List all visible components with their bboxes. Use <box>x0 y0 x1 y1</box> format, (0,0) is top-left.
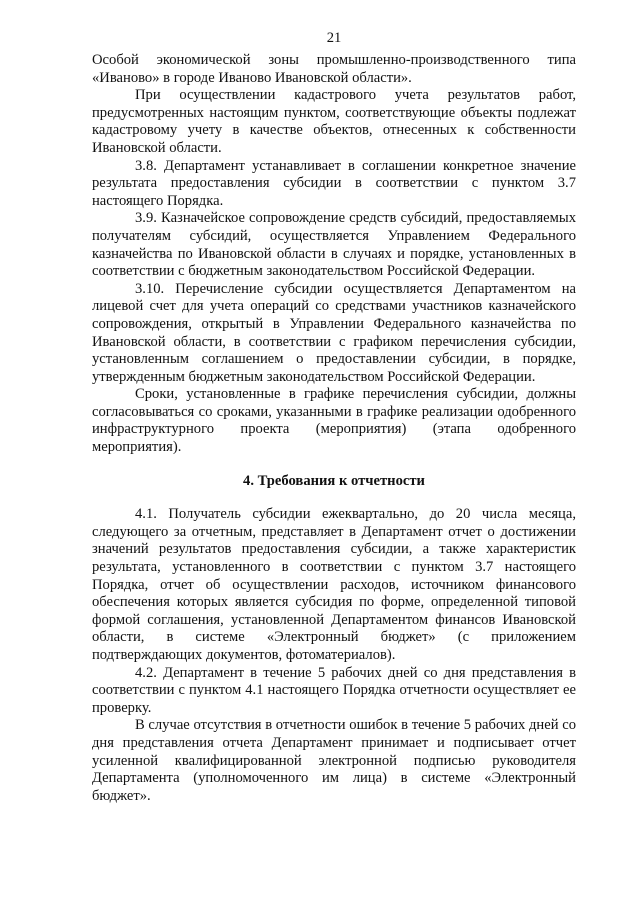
section-heading: 4. Требования к отчетности <box>243 472 425 489</box>
paragraph-3-10: 3.10. Перечисление субсидии осуществляется Департаментом на лицевой счет для учета операций со средствами участников казначейского сопровождения, открытый в Управлении Федерального казначейства по Ивановской области, в соответствии с графиком перечисления субсидии, установленным соглашением о предоставлении субсидии, в порядке, утвержденным бюджетным законодательством Российской Федерации. <box>92 280 576 385</box>
paragraph-1: Особой экономической зоны промышленно-производственного типа «Иваново» в городе Иваново Ивановской области». <box>92 52 576 86</box>
paragraph-report-acceptance: В случае отсутствия в отчетности ошибок в течение 5 рабочих дней со дня представления отчета Департамент принимает и подписывает отчет усиленной квалифицированной электронной подписью руководителя Департамента (уполномоченного им лица) в системе «Электронный бюджет». <box>92 717 576 804</box>
paragraph-schedule-terms: Сроки, установленные в графике перечисления субсидии, должны согласовываться со сроками, указанными в графике реализации одобренного инфраструктурного проекта (мероприятия) (этапа одобренного мероприятия). <box>92 386 576 456</box>
document-page <box>92 0 576 805</box>
page-number: 21 <box>326 30 342 46</box>
paragraph-3-9: 3.9. Казначейское сопровождение средств субсидий, предоставляемых получателям субсидий, осуществляется Управлением Федерального казначейства по Ивановской области в случаях и порядке, установленных в соответствии с бюджетным законодательством Российской Федерации. <box>92 210 576 280</box>
paragraph-2: При осуществлении кадастрового учета результатов работ, предусмотренных настоящим пунктом, соответствующие объекты подлежат кадастровому учету в качестве объектов, отнесенных к собственности Ивановской области. <box>92 87 576 156</box>
body-text <box>92 52 576 457</box>
paragraph-4-1: 4.1. Получатель субсидии ежеквартально, до 20 числа месяца, следующего за отчетным, представляет в Департамент отчет о достижении значений результатов предоставления субсидии, а также характеристик результата, установленного в соответствии с пунктом 3.7 настоящего Порядка, отчет об осуществлении расходов, источником финансового обеспечения которых является субсидия по форме, определенной типовой формой соглашения, установленной Департаментом финансов Ивановской области, в системе «Электронный бюджет» (с приложением подтверждающих документов, фотоматериалов). <box>92 506 576 663</box>
paragraph-3-8: 3.8. Департамент устанавливает в соглашении конкретное значение результата предоставления субсидии в соответствии с пунктом 3.7 настоящего Порядка. <box>92 157 576 209</box>
section-body-text <box>92 506 576 805</box>
paragraph-4-2: 4.2. Департамент в течение 5 рабочих дней со дня представления в соответствии с пунктом 4.1 настоящего Порядка отчетности осуществляет ее проверку. <box>92 664 576 716</box>
